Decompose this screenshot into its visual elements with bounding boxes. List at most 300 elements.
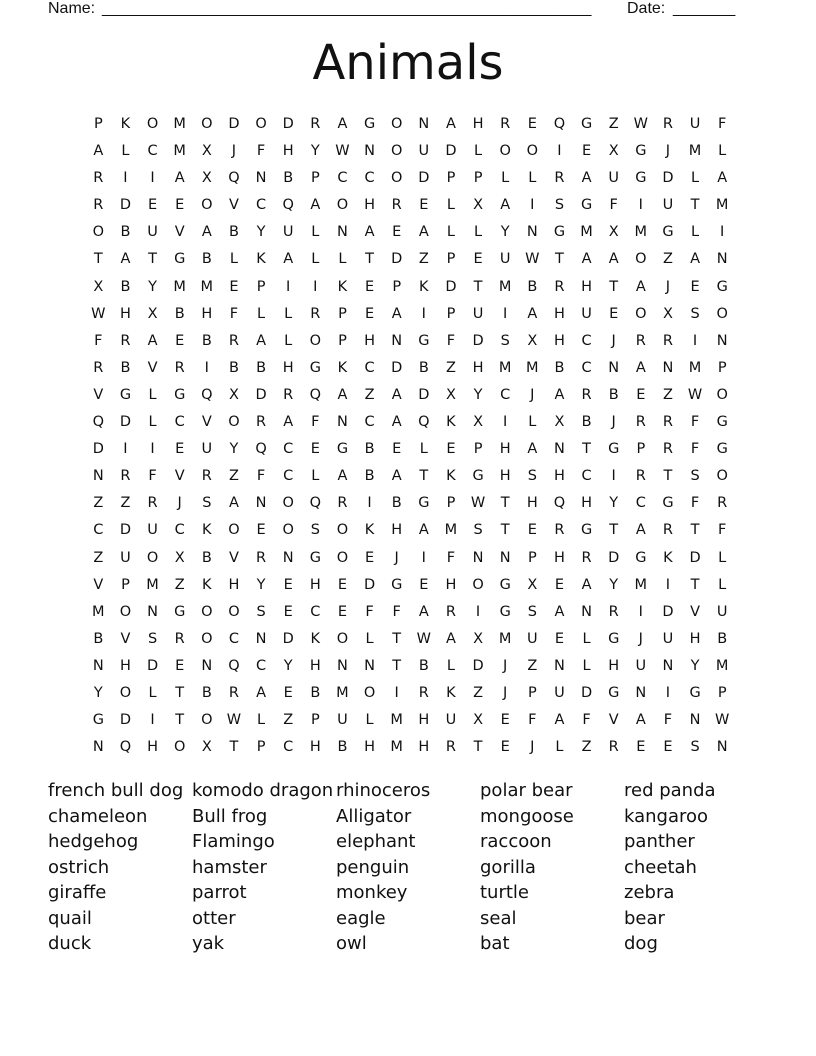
grid-letter: A bbox=[201, 224, 213, 241]
grid-letter: L bbox=[257, 305, 266, 322]
grid-letter: C bbox=[337, 170, 348, 187]
grid-letter: I bbox=[665, 684, 671, 701]
word-list-item: monkey bbox=[336, 882, 408, 903]
grid-letter: Z bbox=[445, 359, 457, 376]
grid-letter: Y bbox=[609, 495, 619, 512]
worksheet-header bbox=[48, 0, 748, 20]
grid-letter: M bbox=[498, 359, 512, 376]
grid-letter: Y bbox=[473, 386, 483, 403]
grid-letter: N bbox=[92, 468, 105, 485]
grid-letter: Y bbox=[310, 143, 321, 160]
grid-letter: D bbox=[418, 170, 430, 187]
grid-letter: L bbox=[338, 251, 347, 268]
grid-letter: S bbox=[527, 468, 538, 485]
grid-letter: G bbox=[635, 170, 647, 187]
grid-letter: A bbox=[391, 414, 403, 431]
grid-letter: D bbox=[119, 712, 132, 729]
grid-letter: R bbox=[662, 522, 674, 539]
grid-letter: Q bbox=[309, 386, 322, 403]
grid-letter: M bbox=[634, 576, 648, 593]
grid-letter: H bbox=[309, 739, 322, 756]
grid-letter: T bbox=[392, 657, 402, 674]
grid-letter: T bbox=[500, 522, 511, 539]
word-list-column bbox=[192, 778, 336, 957]
grid-letter: C bbox=[228, 630, 240, 647]
grid-letter: T bbox=[555, 251, 565, 268]
grid-letter: F bbox=[256, 143, 266, 160]
grid-letter: B bbox=[283, 170, 294, 187]
grid-letter: P bbox=[473, 170, 483, 187]
grid-letter: W bbox=[633, 116, 649, 132]
grid-letter: D bbox=[92, 441, 105, 458]
grid-letter: D bbox=[391, 359, 403, 376]
grid-letter: N bbox=[635, 684, 647, 701]
grid-letter: D bbox=[228, 116, 241, 132]
grid-letter: A bbox=[310, 197, 321, 214]
grid-letter: N bbox=[255, 170, 267, 187]
grid-letter: H bbox=[581, 495, 593, 512]
word-list-column bbox=[624, 778, 768, 957]
grid-letter: N bbox=[282, 549, 295, 566]
word-list-item: otter bbox=[192, 907, 236, 929]
grid-letter: X bbox=[554, 414, 565, 431]
grid-letter: L bbox=[528, 414, 537, 431]
grid-letter: G bbox=[689, 684, 702, 701]
grid-letter: N bbox=[499, 549, 512, 566]
grid-letter: C bbox=[364, 414, 376, 431]
grid-letter: O bbox=[635, 305, 648, 322]
grid-letter: A bbox=[93, 143, 104, 160]
grid-letter: L bbox=[148, 386, 158, 403]
grid-letter: P bbox=[392, 278, 402, 295]
grid-letter: X bbox=[473, 414, 484, 431]
grid-letter: P bbox=[717, 684, 728, 701]
grid-letter: B bbox=[527, 278, 538, 295]
grid-letter: B bbox=[310, 684, 321, 701]
grid-letter: L bbox=[691, 170, 700, 187]
grid-letter: E bbox=[554, 576, 565, 593]
grid-letter: P bbox=[446, 305, 456, 322]
grid-letter: J bbox=[665, 278, 671, 295]
grid-letter: C bbox=[581, 359, 593, 376]
grid-letter: Y bbox=[690, 657, 700, 674]
grid-letter: G bbox=[608, 441, 620, 458]
grid-letter: B bbox=[228, 359, 240, 376]
grid-letter: P bbox=[717, 359, 728, 376]
grid-letter: P bbox=[527, 684, 538, 701]
grid-letter: Y bbox=[93, 684, 104, 701]
grid-letter: M bbox=[498, 278, 512, 295]
grid-letter: Z bbox=[120, 495, 131, 512]
grid-letter: A bbox=[527, 305, 538, 322]
grid-letter: A bbox=[690, 251, 701, 268]
grid-letter: G bbox=[662, 224, 675, 241]
grid-letter: K bbox=[419, 278, 430, 295]
grid-letter: X bbox=[201, 143, 213, 160]
grid-letter: E bbox=[500, 712, 511, 729]
grid-row bbox=[85, 301, 736, 328]
grid-letter: K bbox=[446, 468, 457, 485]
grid-letter: R bbox=[310, 305, 321, 322]
grid-letter: V bbox=[147, 359, 159, 376]
grid-letter: R bbox=[201, 468, 213, 485]
grid-letter: T bbox=[500, 495, 511, 512]
grid-letter: L bbox=[718, 143, 727, 160]
grid-letter: Z bbox=[228, 468, 240, 485]
grid-letter: G bbox=[174, 603, 186, 620]
grid-letter: D bbox=[472, 657, 485, 674]
grid-letter: I bbox=[421, 549, 427, 566]
grid-letter: W bbox=[687, 386, 703, 403]
grid-letter: K bbox=[310, 630, 321, 647]
grid-letter: R bbox=[256, 549, 267, 566]
grid-letter: V bbox=[93, 576, 104, 593]
grid-letter: U bbox=[581, 305, 593, 322]
grid-letter: R bbox=[662, 116, 674, 132]
grid-row bbox=[85, 572, 736, 599]
grid-letter: T bbox=[175, 684, 185, 701]
grid-letter: I bbox=[692, 332, 698, 349]
grid-letter: N bbox=[716, 251, 729, 268]
grid-letter: E bbox=[527, 116, 538, 132]
grid-letter: N bbox=[337, 657, 349, 674]
grid-letter: Z bbox=[418, 251, 430, 268]
grid-letter: T bbox=[690, 522, 700, 539]
grid-letter: K bbox=[337, 278, 348, 295]
grid-letter: U bbox=[662, 197, 674, 214]
grid-letter: F bbox=[148, 468, 158, 485]
grid-letter: L bbox=[419, 441, 429, 458]
grid-letter: Y bbox=[283, 657, 294, 674]
grid-letter: X bbox=[93, 278, 104, 295]
grid-letter: P bbox=[121, 576, 131, 593]
grid-letter: X bbox=[174, 549, 186, 566]
grid-letter: D bbox=[580, 684, 593, 701]
grid-letter: E bbox=[446, 441, 457, 458]
grid-letter: T bbox=[93, 251, 104, 268]
grid-letter: P bbox=[93, 116, 104, 132]
grid-row bbox=[85, 111, 736, 138]
grid-letter: L bbox=[284, 332, 293, 349]
grid-letter: L bbox=[501, 170, 510, 187]
grid-letter: E bbox=[419, 576, 429, 593]
grid-letter: E bbox=[500, 739, 511, 756]
word-list-item: ostrich bbox=[48, 856, 110, 878]
grid-letter: M bbox=[173, 278, 187, 295]
grid-row bbox=[85, 626, 736, 653]
grid-row bbox=[85, 517, 736, 544]
grid-letter: R bbox=[310, 116, 321, 132]
grid-letter: O bbox=[146, 116, 159, 132]
grid-letter: X bbox=[608, 143, 620, 160]
grid-letter: H bbox=[689, 630, 702, 647]
grid-letter: L bbox=[284, 305, 293, 322]
grid-letter: B bbox=[120, 278, 131, 295]
grid-letter: G bbox=[608, 630, 620, 647]
grid-letter: L bbox=[446, 224, 456, 241]
grid-letter: X bbox=[473, 197, 484, 214]
grid-letter: H bbox=[309, 576, 322, 593]
grid-letter: I bbox=[150, 712, 156, 729]
grid-letter: G bbox=[499, 603, 512, 620]
grid-letter: V bbox=[174, 224, 186, 241]
grid-letter: R bbox=[174, 359, 186, 376]
grid-letter: R bbox=[554, 522, 565, 539]
grid-letter: A bbox=[391, 468, 403, 485]
grid-letter: O bbox=[228, 522, 241, 539]
grid-letter: X bbox=[527, 332, 538, 349]
grid-letter: K bbox=[120, 116, 131, 132]
grid-letter: M bbox=[526, 359, 540, 376]
grid-letter: C bbox=[256, 197, 267, 214]
grid-letter: P bbox=[446, 170, 456, 187]
grid-letter: W bbox=[91, 305, 106, 322]
grid-letter: Q bbox=[553, 495, 566, 512]
grid-letter: Q bbox=[92, 414, 105, 431]
grid-letter: A bbox=[391, 386, 403, 403]
grid-letter: F bbox=[365, 603, 375, 620]
grid-letter: A bbox=[391, 305, 403, 322]
grid-letter: Q bbox=[228, 657, 241, 674]
grid-letter: T bbox=[473, 278, 483, 295]
grid-letter: N bbox=[337, 224, 349, 241]
grid-letter: E bbox=[175, 197, 185, 214]
grid-letter: F bbox=[256, 468, 266, 485]
grid-letter: C bbox=[364, 359, 376, 376]
grid-letter: J bbox=[530, 386, 535, 403]
grid-letter: Z bbox=[174, 576, 186, 593]
grid-letter: Y bbox=[609, 576, 619, 593]
grid-row bbox=[85, 328, 736, 355]
grid-letter: Y bbox=[148, 278, 158, 295]
grid-letter: O bbox=[499, 143, 512, 160]
grid-letter: L bbox=[718, 576, 727, 593]
grid-letter: W bbox=[525, 251, 540, 268]
grid-letter: T bbox=[582, 441, 592, 458]
grid-letter: A bbox=[256, 684, 267, 701]
grid-letter: N bbox=[147, 603, 159, 620]
grid-letter: I bbox=[204, 359, 210, 376]
grid-letter: R bbox=[93, 359, 104, 376]
grid-letter: R bbox=[662, 332, 674, 349]
grid-letter: J bbox=[503, 657, 508, 674]
grid-row bbox=[85, 653, 736, 680]
grid-letter: E bbox=[419, 197, 429, 214]
grid-letter: V bbox=[174, 468, 186, 485]
grid-letter: J bbox=[611, 414, 617, 431]
grid-letter: G bbox=[608, 684, 620, 701]
grid-letter: H bbox=[391, 522, 403, 539]
grid-letter: M bbox=[390, 739, 404, 756]
grid-letter: F bbox=[229, 305, 239, 322]
grid-letter: C bbox=[256, 657, 267, 674]
grid-letter: M bbox=[688, 359, 702, 376]
grid-letter: Z bbox=[93, 495, 104, 512]
grid-letter: N bbox=[255, 630, 267, 647]
grid-letter: A bbox=[337, 468, 348, 485]
grid-letter: R bbox=[418, 684, 430, 701]
word-list-item: cheetah bbox=[624, 856, 697, 878]
grid-letter: O bbox=[635, 251, 648, 268]
grid-letter: E bbox=[473, 251, 484, 268]
grid-letter: W bbox=[226, 712, 242, 729]
grid-letter: L bbox=[311, 224, 320, 241]
grid-letter: A bbox=[228, 495, 240, 512]
grid-letter: B bbox=[120, 224, 131, 241]
grid-letter: A bbox=[717, 170, 728, 187]
grid-letter: U bbox=[418, 143, 430, 160]
grid-letter: B bbox=[337, 739, 348, 756]
grid-letter: R bbox=[554, 278, 565, 295]
grid-letter: E bbox=[364, 278, 375, 295]
grid-letter: K bbox=[202, 576, 213, 593]
grid-letter: K bbox=[256, 251, 267, 268]
grid-letter: I bbox=[720, 224, 725, 241]
grid-letter: I bbox=[123, 441, 129, 458]
grid-letter: R bbox=[554, 170, 565, 187]
grid-letter: L bbox=[446, 197, 456, 214]
grid-letter: N bbox=[92, 739, 105, 756]
grid-letter: G bbox=[418, 495, 430, 512]
grid-letter: E bbox=[636, 739, 646, 756]
grid-letter: I bbox=[503, 414, 508, 431]
grid-letter: B bbox=[581, 414, 593, 431]
grid-letter: D bbox=[445, 143, 458, 160]
grid-letter: R bbox=[445, 739, 457, 756]
grid-letter: U bbox=[282, 224, 294, 241]
date-label: Date: bbox=[627, 0, 666, 17]
grid-letter: M bbox=[92, 603, 106, 620]
grid-letter: G bbox=[553, 224, 566, 241]
grid-letter: X bbox=[608, 224, 620, 241]
grid-letter: E bbox=[392, 224, 402, 241]
grid-letter: O bbox=[173, 739, 186, 756]
grid-letter: B bbox=[201, 684, 213, 701]
grid-letter: R bbox=[93, 170, 104, 187]
grid-letter: S bbox=[310, 522, 321, 539]
grid-letter: I bbox=[611, 468, 617, 485]
grid-letter: O bbox=[201, 712, 214, 729]
word-list-column bbox=[336, 778, 480, 957]
grid-letter: C bbox=[364, 170, 376, 187]
grid-letter: B bbox=[201, 549, 213, 566]
grid-letter: E bbox=[283, 684, 294, 701]
grid-letter: O bbox=[119, 684, 132, 701]
grid-letter: E bbox=[283, 603, 294, 620]
grid-letter: H bbox=[499, 468, 512, 485]
grid-letter: P bbox=[256, 278, 266, 295]
grid-letter: O bbox=[309, 332, 322, 349]
grid-letter: U bbox=[716, 603, 728, 620]
grid-letter: O bbox=[282, 522, 295, 539]
grid-letter: O bbox=[201, 603, 214, 620]
word-list-item: hamster bbox=[192, 856, 267, 878]
grid-letter: A bbox=[147, 332, 159, 349]
word-list-item: komodo dragon bbox=[192, 780, 334, 801]
grid-letter: A bbox=[256, 332, 267, 349]
grid-letter: U bbox=[472, 305, 484, 322]
grid-letter: U bbox=[499, 251, 511, 268]
grid-letter: V bbox=[690, 603, 701, 620]
grid-letter: D bbox=[608, 549, 620, 566]
grid-letter: E bbox=[364, 305, 375, 322]
grid-letter: S bbox=[690, 305, 701, 322]
grid-letter: L bbox=[229, 251, 239, 268]
grid-letter: A bbox=[283, 251, 294, 268]
word-list-item: zebra bbox=[624, 882, 675, 903]
grid-letter: J bbox=[611, 332, 617, 349]
grid-letter: A bbox=[418, 603, 430, 620]
grid-letter: S bbox=[202, 495, 212, 512]
grid-letter: H bbox=[282, 143, 295, 160]
grid-letter: J bbox=[503, 684, 508, 701]
grid-letter: B bbox=[228, 224, 240, 241]
word-list-item: seal bbox=[480, 907, 517, 929]
grid-letter: R bbox=[228, 332, 240, 349]
grid-letter: G bbox=[174, 386, 186, 403]
grid-letter: P bbox=[310, 170, 321, 187]
grid-letter: R bbox=[256, 414, 267, 431]
word-list-item: Flamingo bbox=[192, 831, 275, 852]
grid-letter: Z bbox=[662, 251, 674, 268]
grid-letter: T bbox=[609, 522, 619, 539]
grid-letter: Q bbox=[255, 441, 268, 458]
grid-letter: O bbox=[390, 170, 403, 187]
grid-letter: H bbox=[472, 116, 485, 132]
grid-letter: N bbox=[526, 224, 539, 241]
grid-letter: K bbox=[446, 414, 457, 431]
grid-letter: H bbox=[119, 657, 132, 674]
grid-letter: I bbox=[123, 170, 129, 187]
word-list-item: raccoon bbox=[480, 831, 552, 852]
grid-letter: Z bbox=[581, 739, 593, 756]
grid-letter: M bbox=[715, 197, 729, 214]
word-list-column bbox=[480, 778, 624, 957]
grid-letter: Q bbox=[282, 197, 295, 214]
grid-letter: H bbox=[581, 278, 593, 295]
grid-letter: R bbox=[662, 414, 674, 431]
grid-letter: I bbox=[638, 197, 644, 214]
grid-letter: E bbox=[554, 630, 565, 647]
grid-letter: F bbox=[582, 712, 592, 729]
grid-letter: I bbox=[394, 684, 400, 701]
grid-letter: A bbox=[500, 197, 511, 214]
grid-letter: E bbox=[310, 441, 321, 458]
grid-letter: G bbox=[92, 712, 105, 729]
grid-letter: D bbox=[472, 332, 485, 349]
grid-letter: G bbox=[716, 414, 729, 431]
grid-letter: M bbox=[444, 522, 458, 539]
grid-letter: Z bbox=[473, 684, 484, 701]
grid-letter: E bbox=[581, 143, 592, 160]
grid-letter: H bbox=[553, 305, 566, 322]
grid-letter: T bbox=[663, 468, 673, 485]
grid-letter: N bbox=[716, 332, 729, 349]
grid-row bbox=[85, 680, 736, 707]
grid-letter: C bbox=[581, 332, 593, 349]
grid-letter: Z bbox=[662, 386, 674, 403]
grid-letter: S bbox=[690, 468, 701, 485]
grid-letter: A bbox=[581, 170, 593, 187]
word-list-item: parrot bbox=[192, 882, 247, 903]
grid-letter: O bbox=[92, 224, 105, 241]
grid-letter: H bbox=[445, 576, 457, 593]
grid-letter: G bbox=[635, 143, 647, 160]
word-list-item: owl bbox=[336, 933, 367, 954]
grid-letter: A bbox=[418, 522, 430, 539]
grid-letter: R bbox=[93, 197, 104, 214]
grid-letter: C bbox=[283, 468, 294, 485]
